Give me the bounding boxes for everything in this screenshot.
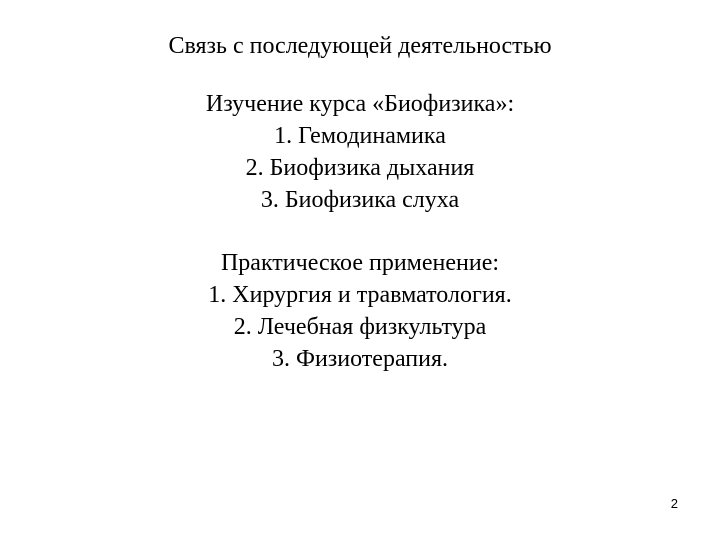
practice-item: 2. Лечебная физкультура <box>233 314 487 340</box>
page-number: 2 <box>670 496 678 511</box>
course-heading: Изучение курса «Биофизика»: <box>205 91 515 117</box>
practice-item: 1. Хирургия и травматология. <box>208 282 512 308</box>
course-item: 3. Биофизика слуха <box>260 187 460 213</box>
course-section <box>0 88 720 216</box>
practice-heading: Практическое применение: <box>220 250 500 276</box>
course-item: 1. Гемодинамика <box>274 123 446 149</box>
course-item: 2. Биофизика дыхания <box>245 155 475 181</box>
practice-item: 3. Физиотерапия. <box>271 346 448 372</box>
slide-title: Связь с последующей деятельностью <box>168 33 552 59</box>
practice-section <box>0 247 720 375</box>
